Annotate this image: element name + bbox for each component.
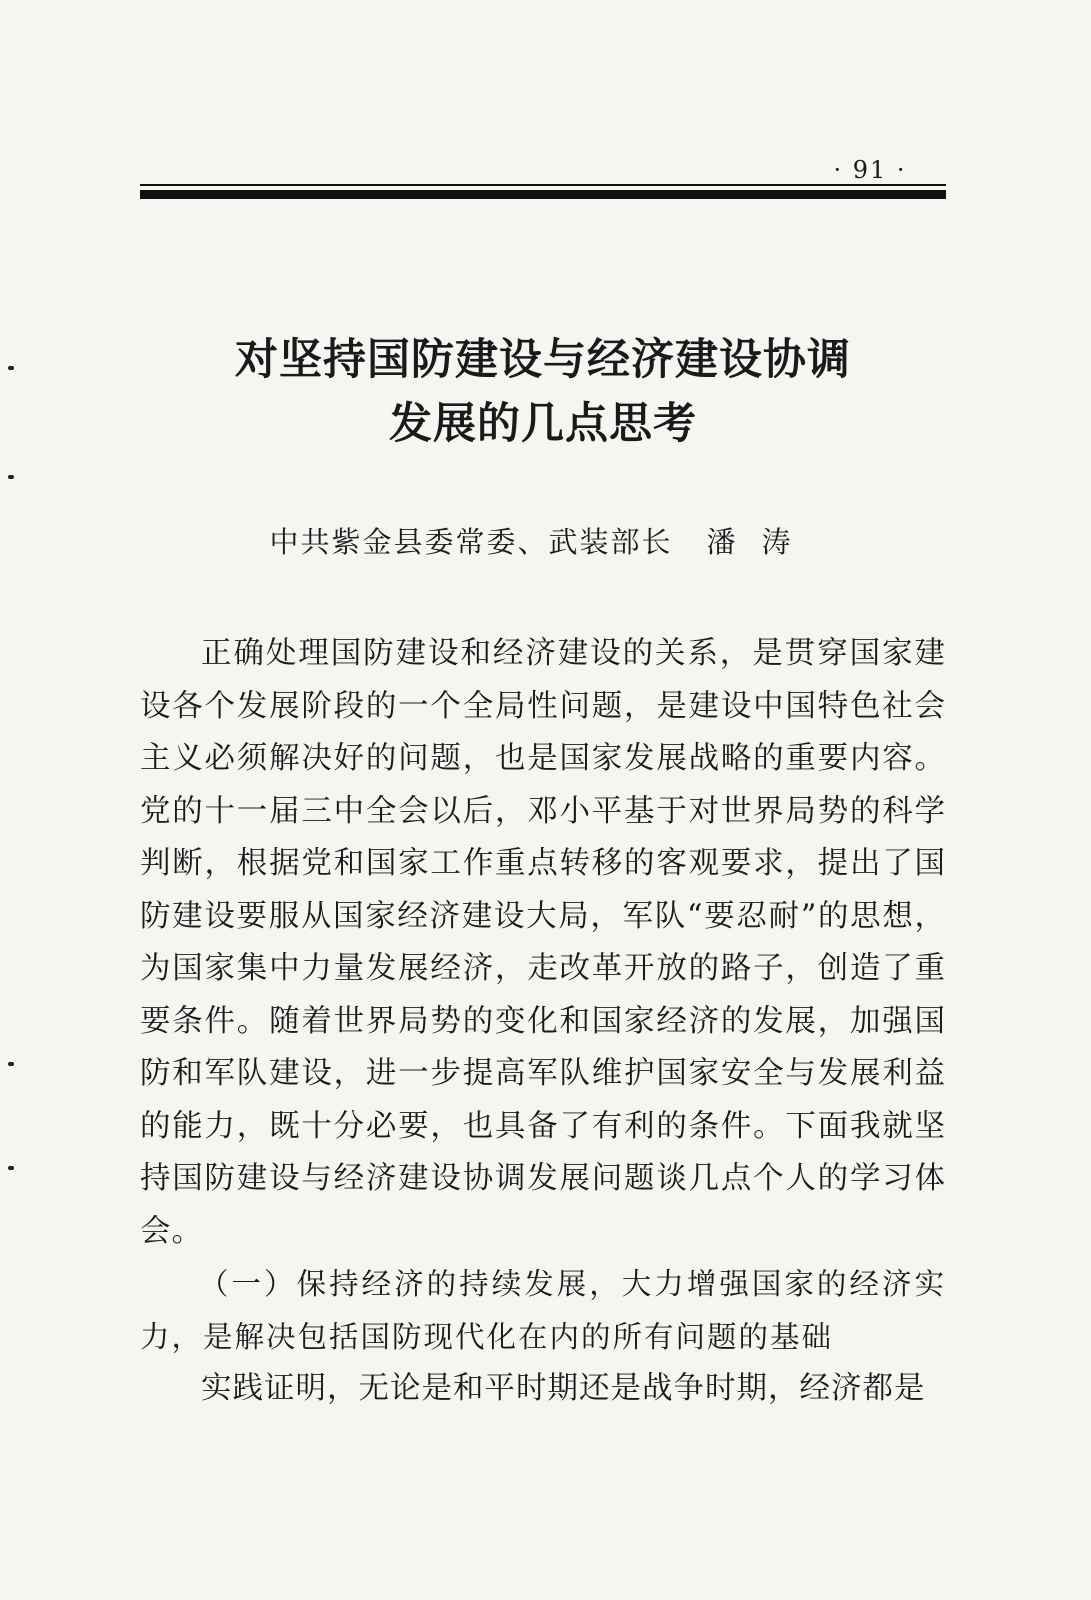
title-line-2: 发展的几点思考 bbox=[389, 399, 697, 449]
author-position: 中共紫金县委常委、武装部长 bbox=[269, 525, 673, 559]
title-line-1: 对坚持国防建设与经济建设协调 bbox=[235, 335, 851, 385]
article-title bbox=[140, 328, 946, 456]
intro-paragraph: 正确处理国防建设和经济建设的关系，是贯穿国家建设各个发展阶段的一个全局性问题，是建设中国特色社会主义必须解决好的问题，也是国家发展战略的重要内容。党的十一届三中全会以后，邓小平基于对世界局势的科学判断，根据党和国家工作重点转移的客观要求，提出了国防建设要服从国家经济建设大局，军队“要忍耐”的思想，为国家集中力量发展经济，走改革开放的路子，创造了重要条件。随着世界局势的变化和国家经济的发展，加强国防和军队建设，进一步提高军队维护国家安全与发展利益的能力，既十分必要，也具备了有利的条件。下面我就坚持国防建设与经济建设协调发展问题谈几点个人的学习体会。 bbox=[140, 636, 946, 1249]
binding-hole-mark bbox=[8, 366, 14, 370]
header-rule-thick bbox=[140, 190, 946, 199]
section-paragraph: 实践证明，无论是和平时期还是战争时期，经济都是 bbox=[201, 1371, 926, 1406]
binding-hole-mark bbox=[8, 475, 14, 479]
binding-hole-mark bbox=[8, 1062, 14, 1066]
author-byline bbox=[140, 520, 946, 561]
section-heading: （一）保持经济的持续发展，大力增强国家的经济实力，是解决包括国防现代化在内的所有问题的基础 bbox=[140, 1267, 946, 1354]
article-body bbox=[140, 628, 946, 1416]
page-number: · 91 · bbox=[833, 156, 907, 184]
binding-hole-mark bbox=[8, 1166, 14, 1170]
header-rule-thin bbox=[140, 184, 946, 186]
author-name: 潘涛 bbox=[706, 525, 817, 559]
